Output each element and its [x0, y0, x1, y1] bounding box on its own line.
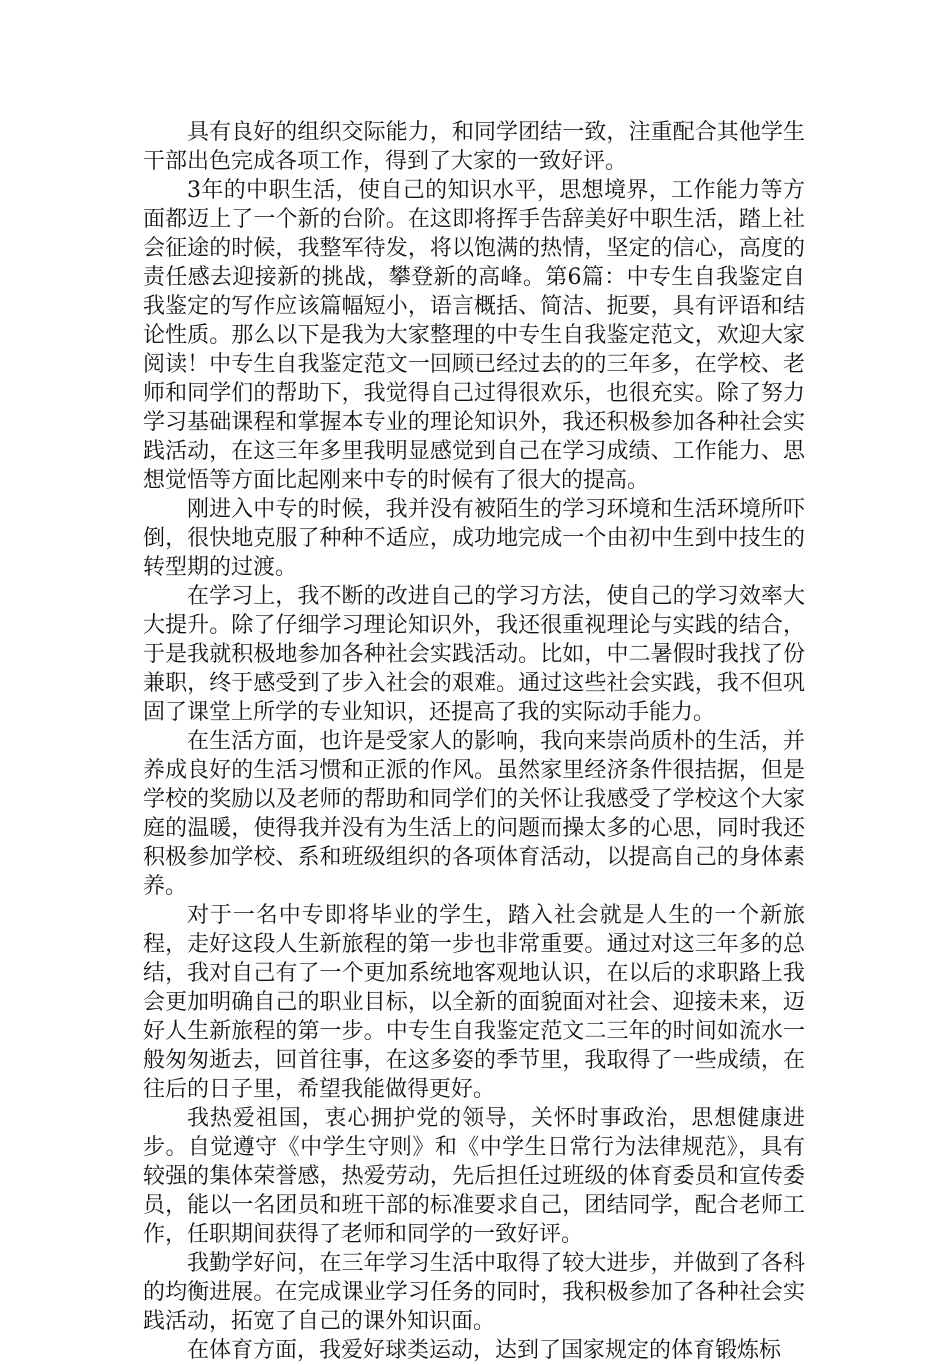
paragraph-6: 对于一名中专即将毕业的学生，踏入社会就是人生的一个新旅程，走好这段人生新旅程的第一步也非常重要。通过对这三年多的总结，我对自己有了一个更加系统地客观地认识，在以后的求职路上我会更加明确自己的职业目标，以全新的面貌面对社会、迎接未来，迈好人生新旅程的第一步。中专生自我鉴定范文二三年的时间如流水一般匆匆逝去，回首往事，在这多姿的季节里，我取得了一些成绩，在往后的日子里，希望我能做得更好。 — [143, 903, 805, 1102]
paragraph-2: 3年的中职生活，使自己的知识水平，思想境界，工作能力等方面都迈上了一个新的台阶。在这即将挥手告辞美好中职生活，踏上社会征途的时候，我整军待发，将以饱满的热情，坚定的信心，高度的责任感去迎接新的挑战，攀登新的高峰。第6篇：中专生自我鉴定自我鉴定的写作应该篇幅短小，语言概括、简洁、扼要，具有评语和结论性质。那么以下是我为大家整理的中专生自我鉴定范文，欢迎大家阅读！中专生自我鉴定范文一回顾已经过去的的三年多，在学校、老师和同学们的帮助下，我觉得自己过得很欢乐，也很充实。除了努力学习基础课程和掌握本专业的理论知识外，我还积极参加各种社会实践活动，在这三年多里我明显感觉到自己在学习成绩、工作能力、思想觉悟等方面比起刚来中专的时候有了很大的提高。 — [143, 178, 805, 493]
paragraph-4: 在学习上，我不断的改进自己的学习方法，使自己的学习效率大大提升。除了仔细学习理论知识外，我还很重视理论与实践的结合，于是我就积极地参加各种社会实践活动。比如，中二暑假时我找了份兼职，终于感受到了步入社会的艰难。通过这些社会实践，我不但巩固了课堂上所学的专业知识，还提高了我的实际动手能力。 — [143, 584, 805, 725]
paragraph-7: 我热爱祖国，衷心拥护党的领导，关怀时事政治，思想健康进步。自觉遵守《中学生守则》和《中学生日常行为法律规范》，具有较强的集体荣誉感，热爱劳动，先后担任过班级的体育委员和宣传委员，能以一名团员和班干部的标准要求自己，团结同学，配合老师工作，任职期间获得了老师和同学的一致好评。 — [143, 1106, 805, 1247]
paragraph-5: 在生活方面，也许是受家人的影响，我向来崇尚质朴的生活，并养成良好的生活习惯和正派的作风。虽然家里经济条件很拮据，但是学校的奖励以及老师的帮助和同学们的关怀让我感受了学校这个大家庭的温暖，使得我并没有为生活上的问题而操太多的心思，同时我还积极参加学校、系和班级组织的各项体育活动，以提高自己的身体素养。 — [143, 729, 805, 899]
paragraph-3: 刚进入中专的时候，我并没有被陌生的学习环境和生活环境所吓倒，很快地克服了种种不适应，成功地完成一个由初中生到中技生的转型期的过渡。 — [143, 497, 805, 580]
paragraph-1: 具有良好的组织交际能力，和同学团结一致，注重配合其他学生干部出色完成各项工作，得到了大家的一致好评。 — [143, 120, 805, 174]
document-page — [143, 118, 805, 1365]
paragraph-9: 在体育方面，我爱好球类运动，达到了国家规定的体育锻炼标 — [187, 1338, 782, 1363]
paragraph-8: 我勤学好问，在三年学习生活中取得了较大进步，并做到了各科的均衡进展。在完成课业学习任务的同时，我积极参加了各种社会实践活动，拓宽了自己的课外知识面。 — [143, 1251, 805, 1334]
